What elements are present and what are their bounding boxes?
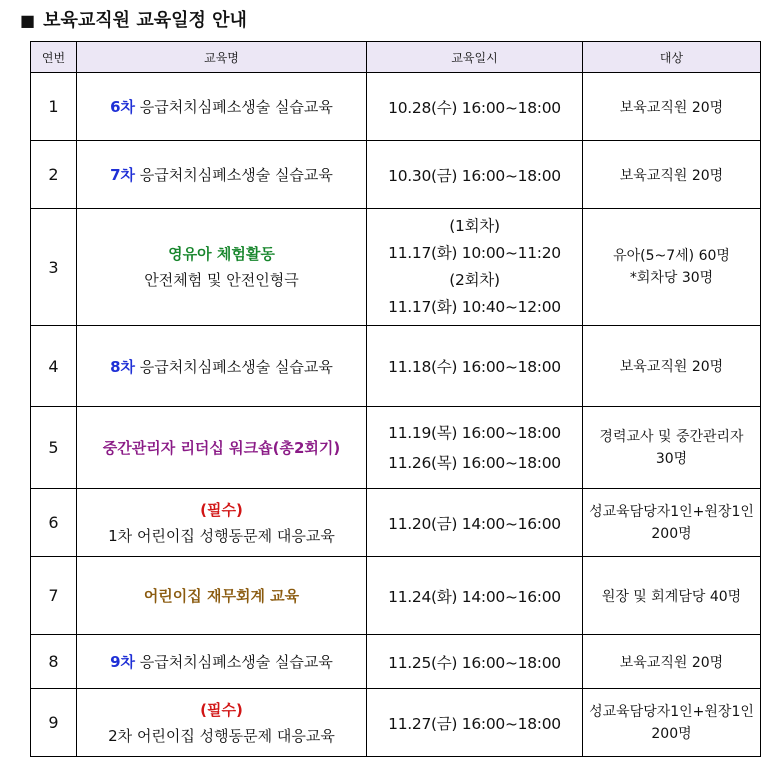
course-target: 원장 및 회계담당 40명 xyxy=(583,557,761,635)
course-datetime xyxy=(367,407,583,489)
course-title: 2차 어린이집 성행동문제 대응교육 xyxy=(108,726,335,745)
session-label: (1회차) xyxy=(449,217,500,235)
course-round: 8차 xyxy=(110,357,135,376)
course-datetime: 11.20(금) 14:00~16:00 xyxy=(367,489,583,557)
table-row xyxy=(31,326,761,407)
course-round: 9차 xyxy=(110,653,135,671)
page-title xyxy=(20,6,247,32)
target-line: 성교육담당자1인+원장1인 xyxy=(589,503,754,520)
course-title: 안전체험 및 안전인형극 xyxy=(144,271,299,289)
course-round: 6차 xyxy=(110,98,135,116)
header-course: 교육명 xyxy=(77,42,367,73)
table-row xyxy=(31,689,761,757)
course-datetime: 11.25(수) 16:00~18:00 xyxy=(367,635,583,689)
required-tag: (필수) xyxy=(200,700,243,719)
header-datetime: 교육일시 xyxy=(367,42,583,73)
course-target xyxy=(583,209,761,326)
row-number: 5 xyxy=(31,407,77,489)
course-target: 보육교직원 20명 xyxy=(583,326,761,407)
course-datetime: 11.24(화) 14:00~16:00 xyxy=(367,557,583,635)
target-line: 성교육담당자1인+원장1인 xyxy=(589,703,754,720)
row-number: 6 xyxy=(31,489,77,557)
course-name xyxy=(77,73,367,141)
course-title: 응급처치심폐소생술 실습교육 xyxy=(135,653,333,671)
course-title: 응급처치심폐소생술 실습교육 xyxy=(135,166,333,184)
course-datetime: 10.30(금) 16:00~18:00 xyxy=(367,141,583,209)
course-title-highlight: 영유아 체험활동 xyxy=(168,245,275,263)
table-header-row xyxy=(31,42,761,73)
table-row xyxy=(31,73,761,141)
course-name xyxy=(77,557,367,635)
square-bullet-icon: ■ xyxy=(20,11,36,30)
target-count: 200명 xyxy=(651,525,692,542)
schedule-table xyxy=(30,41,761,757)
table-row xyxy=(31,407,761,489)
row-number: 7 xyxy=(31,557,77,635)
table-row xyxy=(31,557,761,635)
course-datetime xyxy=(367,209,583,326)
course-round: 7차 xyxy=(110,166,135,184)
course-name xyxy=(77,407,367,489)
header-target: 대상 xyxy=(583,42,761,73)
course-name xyxy=(77,635,367,689)
course-target xyxy=(583,407,761,489)
course-datetime: 11.27(금) 16:00~18:00 xyxy=(367,689,583,757)
table-row xyxy=(31,635,761,689)
session-datetime: 11.26(목) 16:00~18:00 xyxy=(388,453,561,472)
session-datetime: 11.19(목) 16:00~18:00 xyxy=(388,423,561,442)
row-number: 2 xyxy=(31,141,77,209)
row-number: 9 xyxy=(31,689,77,757)
page-title-text: 보육교직원 교육일정 안내 xyxy=(43,10,247,31)
course-name xyxy=(77,689,367,757)
table-row xyxy=(31,209,761,326)
header-no: 연번 xyxy=(31,42,77,73)
course-name xyxy=(77,141,367,209)
table-row xyxy=(31,141,761,209)
course-datetime: 10.28(수) 16:00~18:00 xyxy=(367,73,583,141)
row-number: 1 xyxy=(31,73,77,141)
target-note: *회차당 30명 xyxy=(629,270,714,286)
course-title: 응급처치심폐소생술 실습교육 xyxy=(135,98,333,116)
course-title: 1차 어린이집 성행동문제 대응교육 xyxy=(108,526,335,545)
course-title-highlight: 어린이집 재무회계 교육 xyxy=(143,587,300,605)
target-line: 유아(5~7세) 60명 xyxy=(613,248,730,264)
course-target xyxy=(583,689,761,757)
course-target: 보육교직원 20명 xyxy=(583,73,761,141)
required-tag: (필수) xyxy=(200,500,243,519)
course-target: 보육교직원 20명 xyxy=(583,635,761,689)
row-number: 3 xyxy=(31,209,77,326)
session-datetime: 11.17(화) 10:40~12:00 xyxy=(388,298,561,316)
session-datetime: 11.17(화) 10:00~11:20 xyxy=(388,244,561,262)
course-name xyxy=(77,489,367,557)
row-number: 4 xyxy=(31,326,77,407)
row-number: 8 xyxy=(31,635,77,689)
session-label: (2회차) xyxy=(449,271,500,289)
course-target xyxy=(583,489,761,557)
target-line: 경력교사 및 중간관리자 xyxy=(599,428,744,445)
course-datetime: 11.18(수) 16:00~18:00 xyxy=(367,326,583,407)
course-title-highlight: 중간관리자 리더십 워크숍(총2회기) xyxy=(102,439,341,457)
course-name xyxy=(77,209,367,326)
course-title: 응급처치심폐소생술 실습교육 xyxy=(135,357,333,376)
course-name xyxy=(77,326,367,407)
target-count: 30명 xyxy=(655,450,688,467)
table-row xyxy=(31,489,761,557)
target-count: 200명 xyxy=(651,725,692,742)
course-target: 보육교직원 20명 xyxy=(583,141,761,209)
